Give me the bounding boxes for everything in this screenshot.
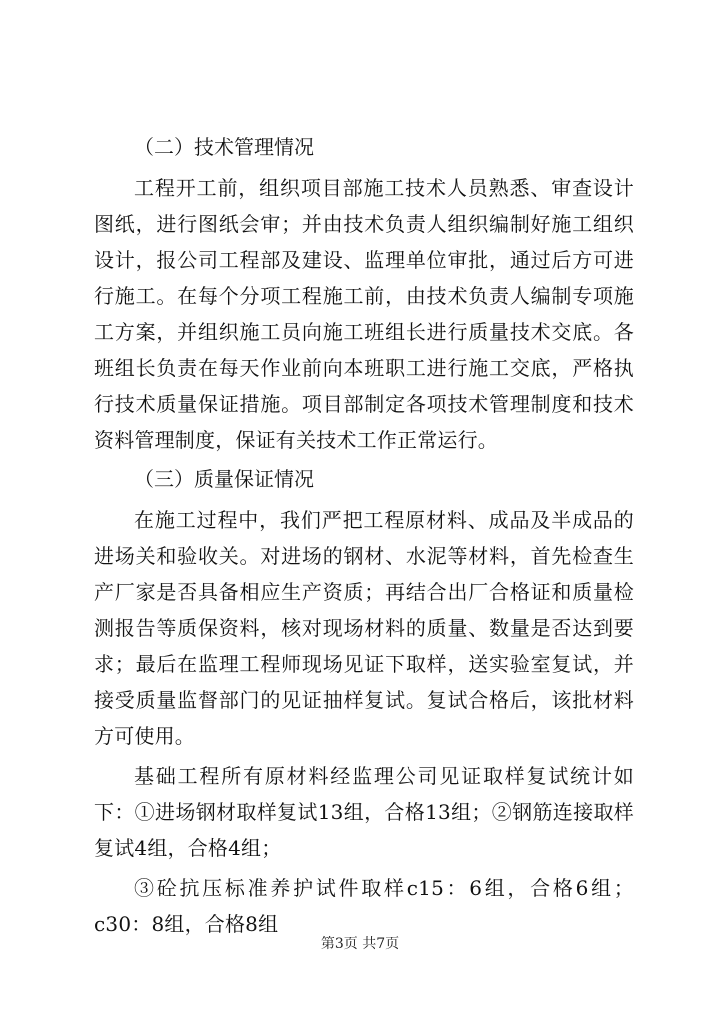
document-body [94,130,634,946]
section-heading-technical-management: （二）技术管理情况 [134,135,314,159]
paragraph-technical-management: 工程开工前，组织项目部施工技术人员熟悉、审查设计图纸，进行图纸会审；并由技术负责人组织编制好施工组织设计，报公司工程部及建设、监理单位审批，通过后方可进行施工。在每个分项工程施工前，由技术负责人编制专项施工方案，并组织施工员向施工班组长进行质量技术交底。各班组长负责在每天作业前向本班职工进行施工交底，严格执行技术质量保证措施。项目部制定各项技术管理制度和技术资料管理制度，保证有关技术工作正常运行。 [94,176,634,452]
page-footer: 第3页 共7页 [320,936,400,952]
section-heading-quality-assurance: （三）质量保证情况 [134,467,314,491]
paragraph-concrete-specimens: ③砼抗压标准养护试件取样c15：6组，合格6组；c30：8组，合格8组 [94,876,634,936]
paragraph-sampling-statistics: 基础工程所有原材料经监理公司见证取样复试统计如下：①进场钢材取样复试13组，合格13组；②钢筋连接取样复试4组，合格4组； [94,764,634,860]
paragraph-quality-assurance: 在施工过程中，我们严把工程原材料、成品及半成品的进场关和验收关。对进场的钢材、水泥等材料，首先检查生产厂家是否具备相应生产资质；再结合出厂合格证和质量检测报告等质保资料，核对现场材料的质量、数量是否达到要求；最后在监理工程师现场见证下取样，送实验室复试，并接受质量监督部门的见证抽样复试。复试合格后，该批材料方可使用。 [94,508,634,748]
